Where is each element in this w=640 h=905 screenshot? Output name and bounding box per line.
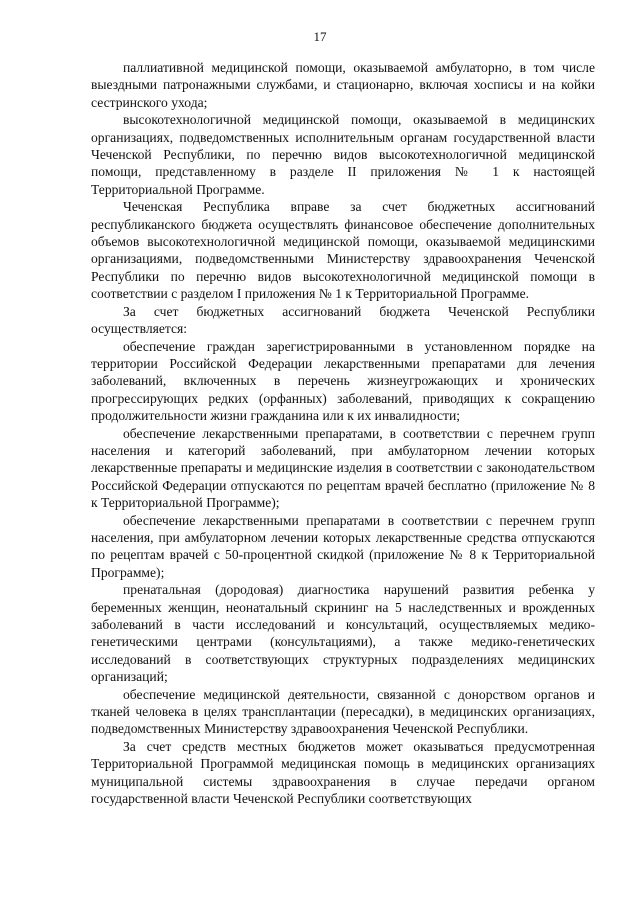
paragraph-organ-donation: обеспечение медицинской деятельности, связанной с донорством органов и тканей человека в целях трансплантации (пересадки), в медицинских организациях, подведомственных Министерству здравоохранения Чеченской Республики. [91, 686, 595, 737]
paragraph-local-budgets: За счет средств местных бюджетов может оказываться предусмотренная Территориальной Программой медицинская помощь в медицинских организациях муниципальной системы здравоохранения в случае передачи органом государственной власти Чеченской Республики соответствующих [91, 738, 595, 807]
paragraph-prenatal-diagnostics: пренатальная (дородовая) диагностика нарушений развития ребенка у беременных женщин, неонатальный скрининг на 5 наследственных и врожденных заболеваний в части исследований и консультаций, осуществляемых медико-генетическими центрами (консультациями), а также медико-генетических исследований в соответствующих структурных подразделениях медицинских организаций; [91, 582, 595, 685]
body-text [91, 59, 595, 807]
paragraph-palliative-care-continuation: паллиативной медицинской помощи, оказываемой амбулаторно, в том числе выездными патронажными службами, и стационарно, включая хосписы и на койки сестринского ухода; [91, 60, 595, 110]
paragraph-high-tech-care: высокотехнологичной медицинской помощи, оказываемой в медицинских организациях, подведомственных исполнительным органам государственной власти Чеченской Республики, по перечню видов высокотехнологичной медицинской помощи, представленному в разделе II приложения № 1 к настоящей Территориальной Программе. [91, 112, 595, 197]
paragraph-budget-funding-intro: За счет бюджетных ассигнований бюджета Чеченской Республики осуществляется: [91, 303, 595, 337]
page-number: 17 [313, 29, 327, 44]
paragraph-discounted-prescription-drugs: обеспечение лекарственными препаратами в соответствии с перечнем групп населения, при амбулаторном лечении которых лекарственные средства отпускаются по рецептам врачей с 50-процентной скидкой (приложение № 8 к Территориальной Программе); [91, 512, 595, 580]
paragraph-orphan-disease-drugs: обеспечение граждан зарегистрированными в установленном порядке на территории Российской Федерации лекарственными препаратами для лечения заболеваний, включенных в перечень жизнеугрожающих и хронических прогрессирующих редких (орфанных) заболеваний, приводящих к сокращению продолжительности жизни гражданина или к их инвалидности; [91, 338, 595, 424]
paragraph-free-prescription-drugs: обеспечение лекарственными препаратами, в соответствии с перечнем групп населения и категорий заболеваний, при амбулаторном лечении которых лекарственные препараты и медицинские изделия в соответствии с законодательством Российской Федерации отпускаются по рецептам врачей бесплатно (приложение № 8 к Территориальной Программе); [91, 425, 595, 511]
paragraph-republic-additional-funding: Чеченская Республика вправе за счет бюджетных ассигнований республиканского бюджета осуществлять финансовое обеспечение дополнительных объемов высокотехнологичной медицинской помощи, оказываемой медицинскими организациями, подведомственными Министерству здравоохранения Чеченской Республики по перечню видов высокотехнологичной медицинской помощи в соответствии с разделом I приложения № 1 к Территориальной Программе. [91, 199, 595, 302]
